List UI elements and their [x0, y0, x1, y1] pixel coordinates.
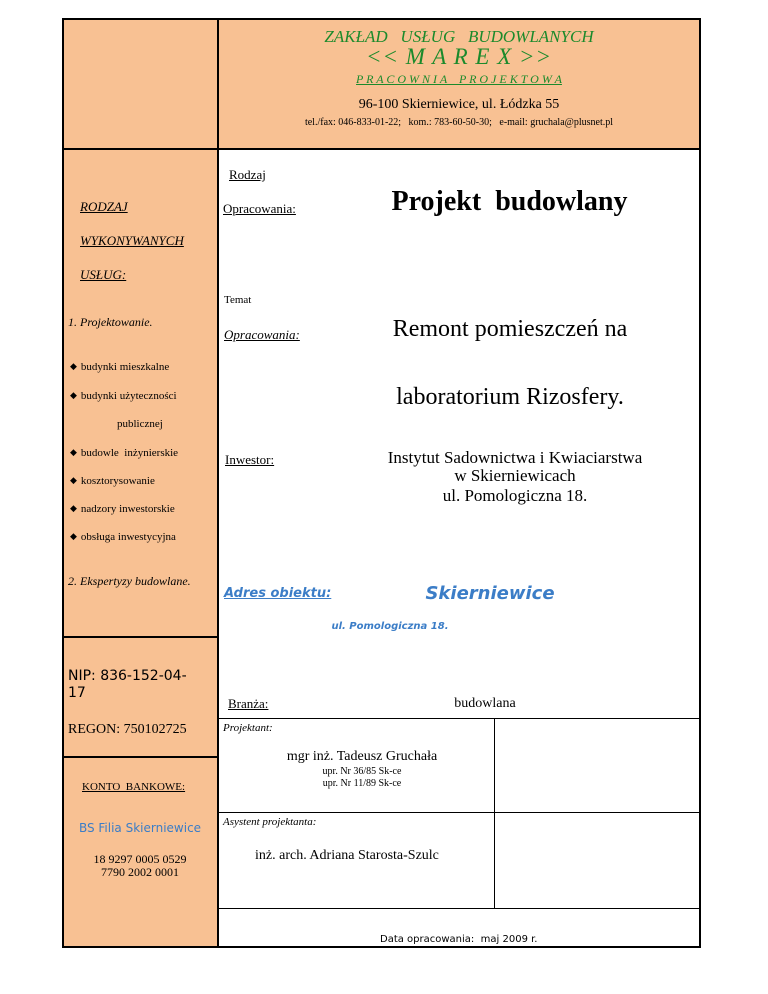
sidebar-line-1 — [62, 636, 218, 638]
project-type: Projekt budowlany — [391, 186, 628, 217]
section-ekspertyzy: 2. Ekspertyzy budowlane. — [68, 574, 191, 588]
company-name: ZAKŁAD USŁUG BUDOWLANYCH — [324, 27, 594, 46]
investor-line-1: Instytut Sadownictwa i Kwiaciarstwa — [387, 448, 643, 467]
opracowania-label-2: Opracowania: — [224, 327, 300, 342]
designer-name: mgr inż. Tadeusz Gruchała — [286, 749, 438, 764]
company-contact: tel./fax: 046-833-01-22; kom.: 783-60-50-30; e-mail: gruchala@plusnet.pl — [304, 117, 614, 128]
sidebar-line-2 — [62, 756, 218, 758]
brand-name: << M A R E X >> — [365, 44, 553, 69]
branza-label: Branża: — [228, 696, 269, 711]
street-address: ul. Pomologiczna 18. — [331, 621, 449, 632]
nip-number: NIP: 836-152-04- 17 — [68, 668, 187, 701]
opracowania-label: Opracowania: — [223, 201, 296, 216]
bank-name: BS Filia Skierniewice — [78, 821, 202, 835]
city-name: Skierniewice — [425, 583, 555, 604]
investor-line-2: w Skierniewicach — [454, 466, 576, 485]
table-line-bottom — [218, 908, 701, 909]
date-label: Data opracowania: maj 2009 r. — [380, 934, 538, 945]
list-item: ◆ kosztorysowanie — [70, 475, 155, 487]
adres-label: Adres obiektu: — [224, 586, 332, 601]
designer-license-1: upr. Nr 36/85 Sk-ce — [322, 766, 402, 777]
list-item: ◆ obsługa inwestycyjna — [70, 531, 176, 543]
list-item-continuation: publicznej — [117, 418, 163, 430]
investor-line-3: ul. Pomologiczna 18. — [442, 486, 588, 505]
list-item: ◆ nadzory inwestorskie — [70, 503, 175, 515]
subject-line-1: Remont pomieszczeń na — [392, 316, 628, 342]
table-line-mid — [218, 812, 701, 813]
services-title-2: WYKONYWANYCH — [80, 233, 184, 248]
list-item: ◆ budynki użyteczności — [70, 390, 177, 402]
subject-line-2: laboratorium Rizosfery. — [396, 384, 624, 410]
bank-account-line-1: 18 9297 0005 0529 — [93, 852, 187, 866]
company-address: 96-100 Skierniewice, ul. Łódzka 55 — [358, 97, 560, 112]
services-title-3: USŁUG: — [80, 267, 127, 282]
services-title-1: RODZAJ — [80, 199, 128, 214]
table-divider — [494, 718, 495, 908]
header-bottom-line — [62, 148, 701, 150]
bank-account-line-2: 7790 2002 0001 — [101, 865, 179, 879]
list-item: ◆ budowle inżynierskie — [70, 447, 178, 459]
assistant-name: inż. arch. Adriana Starosta-Szulc — [255, 848, 439, 863]
asystent-label: Asystent projektanta: — [223, 816, 317, 828]
regon-number: REGON: 750102725 — [68, 722, 187, 737]
rodzaj-label: Rodzaj — [229, 167, 266, 182]
header-divider — [217, 18, 219, 948]
designer-license-2: upr. Nr 11/89 Sk-ce — [322, 778, 402, 789]
studio-name: P R A C O W N I A P R O J E K T O W A — [356, 72, 562, 86]
inwestor-label: Inwestor: — [225, 452, 275, 467]
temat-label: Temat — [224, 294, 252, 306]
section-projektowanie: 1. Projektowanie. — [68, 315, 153, 329]
table-line-top — [218, 718, 701, 719]
bank-account-label: KONTO BANKOWE: — [82, 781, 186, 793]
list-item: ◆ budynki mieszkalne — [70, 361, 169, 373]
branza-value: budowlana — [454, 696, 516, 711]
projektant-label: Projektant: — [223, 722, 273, 734]
